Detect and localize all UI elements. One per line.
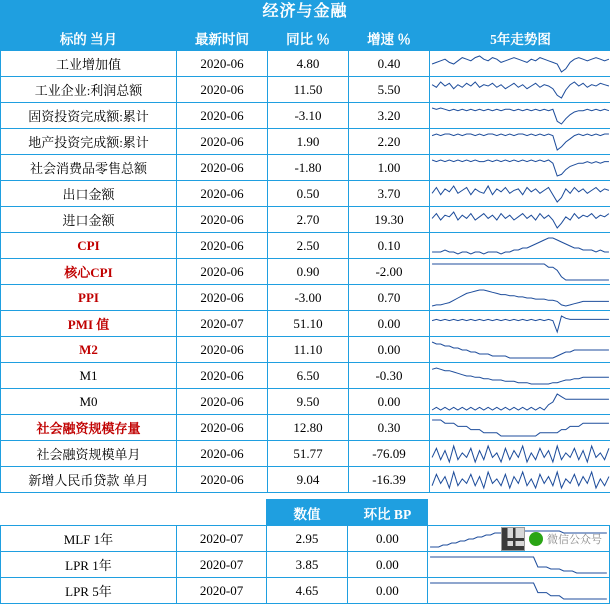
- table-row: [1, 441, 610, 467]
- table-row: [1, 77, 610, 103]
- rates-header-blank: [1, 500, 177, 526]
- row-speed: 1.00: [349, 155, 430, 181]
- row-label: 社会融资规模存量: [1, 415, 177, 441]
- row-label: M2: [1, 337, 177, 363]
- row-yoy: -3.00: [268, 285, 349, 311]
- row-speed: 0.00: [349, 311, 430, 337]
- row-label: 工业企业:利润总额: [1, 77, 177, 103]
- row-label: 地产投资完成额:累计: [1, 129, 177, 155]
- row-label: 出口金额: [1, 181, 177, 207]
- row-sparkline: [430, 155, 610, 181]
- table-row: [1, 467, 610, 493]
- rates-sparkline: [428, 578, 610, 604]
- row-speed: -0.30: [349, 363, 430, 389]
- row-label: CPI: [1, 233, 177, 259]
- table-row: [1, 207, 610, 233]
- row-yoy: 1.90: [268, 129, 349, 155]
- row-date: 2020-06: [177, 389, 268, 415]
- row-speed: 0.00: [349, 389, 430, 415]
- qr-code-icon: [501, 527, 525, 551]
- table-row: [1, 103, 610, 129]
- rates-label: LPR 1年: [1, 552, 177, 578]
- row-sparkline: [430, 233, 610, 259]
- row-yoy: -1.80: [268, 155, 349, 181]
- row-speed: 0.40: [349, 51, 430, 77]
- rates-mom: 0.00: [347, 578, 427, 604]
- row-sparkline: [430, 129, 610, 155]
- row-yoy: 11.10: [268, 337, 349, 363]
- table-row: [1, 259, 610, 285]
- row-date: 2020-06: [177, 207, 268, 233]
- row-date: 2020-06: [177, 181, 268, 207]
- rates-sparkline: [428, 552, 610, 578]
- rates-date: 2020-07: [176, 578, 266, 604]
- row-yoy: 2.50: [268, 233, 349, 259]
- row-speed: 3.20: [349, 103, 430, 129]
- table-row: [1, 363, 610, 389]
- rates-mom: 0.00: [347, 526, 427, 552]
- row-yoy: 9.50: [268, 389, 349, 415]
- row-date: 2020-06: [177, 415, 268, 441]
- table-row: [1, 51, 610, 77]
- rates-label: MLF 1年: [1, 526, 177, 552]
- table-row: [1, 389, 610, 415]
- row-sparkline: [430, 311, 610, 337]
- rates-row: [1, 552, 610, 578]
- col-header-yoy: 同比 ％: [268, 25, 349, 51]
- rates-header-row: [1, 500, 610, 526]
- row-yoy: -3.10: [268, 103, 349, 129]
- row-speed: 0.30: [349, 415, 430, 441]
- row-sparkline: [430, 337, 610, 363]
- row-date: 2020-06: [177, 155, 268, 181]
- row-speed: -2.00: [349, 259, 430, 285]
- row-label: 社会消费品零售总额: [1, 155, 177, 181]
- row-date: 2020-06: [177, 467, 268, 493]
- rates-header-blank: [428, 500, 610, 526]
- row-date: 2020-06: [177, 51, 268, 77]
- row-speed: -16.39: [349, 467, 430, 493]
- row-speed: 0.00: [349, 337, 430, 363]
- economy-table: [0, 24, 610, 493]
- row-date: 2020-06: [177, 129, 268, 155]
- row-sparkline: [430, 285, 610, 311]
- rates-date: 2020-07: [176, 526, 266, 552]
- rates-date: 2020-07: [176, 552, 266, 578]
- row-yoy: 6.50: [268, 363, 349, 389]
- col-header-speed: 增速 ％: [349, 25, 430, 51]
- row-yoy: 11.50: [268, 77, 349, 103]
- table-row: [1, 415, 610, 441]
- row-date: 2020-06: [177, 233, 268, 259]
- row-yoy: 2.70: [268, 207, 349, 233]
- rates-row: [1, 578, 610, 604]
- table-row: [1, 285, 610, 311]
- col-header-mom: 环比 BP: [347, 500, 427, 526]
- rates-label: LPR 5年: [1, 578, 177, 604]
- col-header-name: 标的 当月: [1, 25, 177, 51]
- rates-value: 3.85: [267, 552, 347, 578]
- row-sparkline: [430, 103, 610, 129]
- table-row: [1, 181, 610, 207]
- row-sparkline: [430, 77, 610, 103]
- row-speed: 19.30: [349, 207, 430, 233]
- row-speed: 0.70: [349, 285, 430, 311]
- rates-mom: 0.00: [347, 552, 427, 578]
- row-date: 2020-06: [177, 285, 268, 311]
- row-yoy: 12.80: [268, 415, 349, 441]
- col-header-chart: 5年走势图: [430, 25, 610, 51]
- row-speed: 2.20: [349, 129, 430, 155]
- row-label: 进口金额: [1, 207, 177, 233]
- row-speed: 5.50: [349, 77, 430, 103]
- row-yoy: 0.90: [268, 259, 349, 285]
- col-header-date: 最新时间: [177, 25, 268, 51]
- table-row: [1, 311, 610, 337]
- row-sparkline: [430, 207, 610, 233]
- row-label: PPI: [1, 285, 177, 311]
- row-yoy: 51.10: [268, 311, 349, 337]
- row-speed: 3.70: [349, 181, 430, 207]
- row-yoy: 0.50: [268, 181, 349, 207]
- row-label: 固资投资完成额:累计: [1, 103, 177, 129]
- row-date: 2020-07: [177, 311, 268, 337]
- watermark: [501, 527, 602, 551]
- row-sparkline: [430, 51, 610, 77]
- rates-header-blank: [176, 500, 266, 526]
- row-label: PMI 值: [1, 311, 177, 337]
- row-sparkline: [430, 441, 610, 467]
- page-title: 经济与金融: [0, 0, 610, 24]
- row-speed: -76.09: [349, 441, 430, 467]
- table-row: [1, 337, 610, 363]
- row-date: 2020-06: [177, 259, 268, 285]
- row-label: 新增人民币贷款 单月: [1, 467, 177, 493]
- wechat-icon: [529, 532, 543, 546]
- table-row: [1, 155, 610, 181]
- watermark-label: 微信公众号: [547, 531, 602, 547]
- row-sparkline: [430, 259, 610, 285]
- rates-value: 4.65: [267, 578, 347, 604]
- table-header-row: [1, 25, 610, 51]
- rates-value: 2.95: [267, 526, 347, 552]
- row-label: M0: [1, 389, 177, 415]
- row-sparkline: [430, 467, 610, 493]
- col-header-value: 数值: [267, 500, 347, 526]
- row-label: 工业增加值: [1, 51, 177, 77]
- row-sparkline: [430, 363, 610, 389]
- row-date: 2020-06: [177, 103, 268, 129]
- row-yoy: 9.04: [268, 467, 349, 493]
- row-sparkline: [430, 181, 610, 207]
- row-label: 核心CPI: [1, 259, 177, 285]
- row-date: 2020-06: [177, 77, 268, 103]
- row-date: 2020-06: [177, 363, 268, 389]
- row-yoy: 51.77: [268, 441, 349, 467]
- row-sparkline: [430, 415, 610, 441]
- row-date: 2020-06: [177, 337, 268, 363]
- table-row: [1, 233, 610, 259]
- row-label: M1: [1, 363, 177, 389]
- table-body: [1, 51, 610, 493]
- table-row: [1, 129, 610, 155]
- row-sparkline: [430, 389, 610, 415]
- row-yoy: 4.80: [268, 51, 349, 77]
- row-label: 社会融资规模单月: [1, 441, 177, 467]
- row-speed: 0.10: [349, 233, 430, 259]
- row-date: 2020-06: [177, 441, 268, 467]
